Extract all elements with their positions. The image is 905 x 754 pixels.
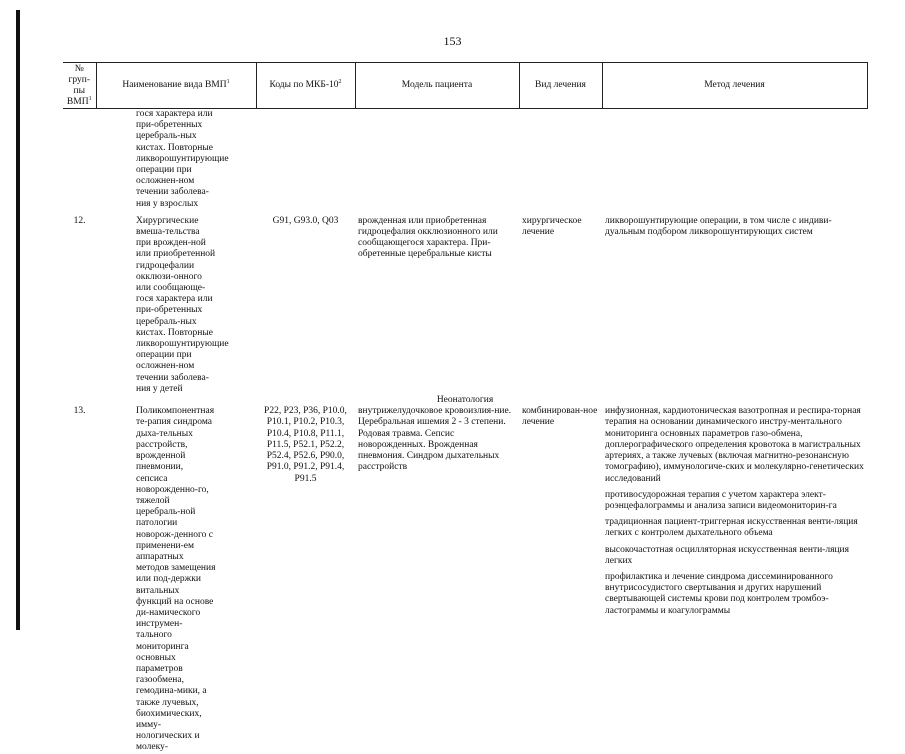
header-treatment-method: Метод лечения	[602, 63, 867, 109]
row12-type: хирургическое лечение	[522, 215, 582, 238]
header-patient-model: Модель пациента	[355, 63, 519, 109]
row12-name: Хирургические вмеша-тельства при врожден-ной или приобретенной гидроцефалии окклюзи-онного или сообщающе-гося характера или при-обретенных церебраль-ных кистах. Повторные ликворошунтирующие операции при осложнен-ном течении заболева-ния у детей	[136, 215, 229, 394]
header-vmp-name: Наименование вида ВМП$^1$	[96, 63, 256, 109]
row13-codes: P22, P23, P36, P10.0, P10.1, P10.2, P10.3, P10.4, P10.8, P11.1, P11.5, P52.1, P52.2, P52.4, P52.6, P90.0, P91.0, P91.2, P91.4, P91.5	[264, 406, 347, 484]
row13-name: Поликомпонентная те-рапия синдрома дыха-тельных расстройств, врожденной пневмонии, сепсиса новорожденно-го, тяжелой церебраль-ной патологии новорож-денного с применени-ем аппаратных методов замещения или под-держки витальных функций на основе ди-намического инструмен-тального мониторинга основных параметров газообмена, гемодина-мики, а также лучевых, биохимических, имму-нологических и молеку-	[136, 406, 216, 753]
header-mkb-codes: Коды по МКБ-$10^2$	[256, 63, 355, 109]
section-title: Неонатология	[436, 395, 494, 406]
method-item: традиционная пациент-триггерная искусственная венти-ляция легких с контролем дыхательного объема	[605, 517, 858, 539]
method-item: инфузионная, кардиотоническая вазотропная и респира-торная терапия на основании динамического инстру-ментального мониторинга основных параметров газо-обмена, доплерографического определения кровотока в магистральных артериях, а также лучевых (включая магнитно-резонансную томографию), иммунологиче-ских и молекулярно-генетических исследований	[605, 406, 864, 484]
table-row-continuation	[63, 109, 867, 210]
page-spine-edge	[16, 10, 20, 630]
header-row	[63, 63, 867, 109]
method-item: профилактика и лечение синдрома диссеминированного внутрисосудистого свертывания и других нарушений свертывающей системы крови под контролем тромбоэ-ластограммы и коагулограммы	[605, 571, 833, 616]
row13-number: 13.	[73, 406, 86, 417]
row12-number: 12.	[73, 215, 86, 226]
table-row-13	[63, 406, 867, 753]
row13-type: комбинирован-ное лечение	[522, 406, 598, 428]
section-row	[63, 395, 867, 406]
page-number: 153	[443, 34, 462, 48]
row13-model: внутрижелудочковое кровоизлия-ние. Церебральная ишемия 2 - 3 степени. Родовая травма. Сепсис новорожденных. Врожденная пневмония. Синдром дыхательных расстройств	[358, 406, 512, 473]
continuation-name: гося характера или при-обретенных церебраль-ных кистах. Повторные ликворошунтирующие операции при осложнен-ном течении заболева-ния у взрослых	[136, 109, 229, 209]
table-row-12	[63, 216, 867, 395]
header-group-no: № груп-пы ВМП$^1$	[63, 63, 96, 109]
header-treatment-type: Вид лечения	[519, 63, 602, 109]
method-item: противосудорожная терапия с учетом характера элект-роэнцефалограммы и анализа записи видеомониторин-га	[605, 489, 837, 511]
row12-method: ликворошунтирующие операции, в том числе с индиви-дуальным подбором ликворошунтирующих систем	[605, 215, 832, 238]
method-item: высокочастотная осцилляторная искусственная венти-ляция легких	[605, 544, 849, 566]
row12-model: врожденная или приобретенная гидроцефалия окклюзионного или сообщающегося характера. При-обретенные церебральные кисты	[358, 215, 498, 260]
vmp-table	[63, 62, 868, 754]
row13-methods	[602, 406, 867, 753]
row12-codes: G91, G93.0, Q03	[272, 215, 339, 226]
